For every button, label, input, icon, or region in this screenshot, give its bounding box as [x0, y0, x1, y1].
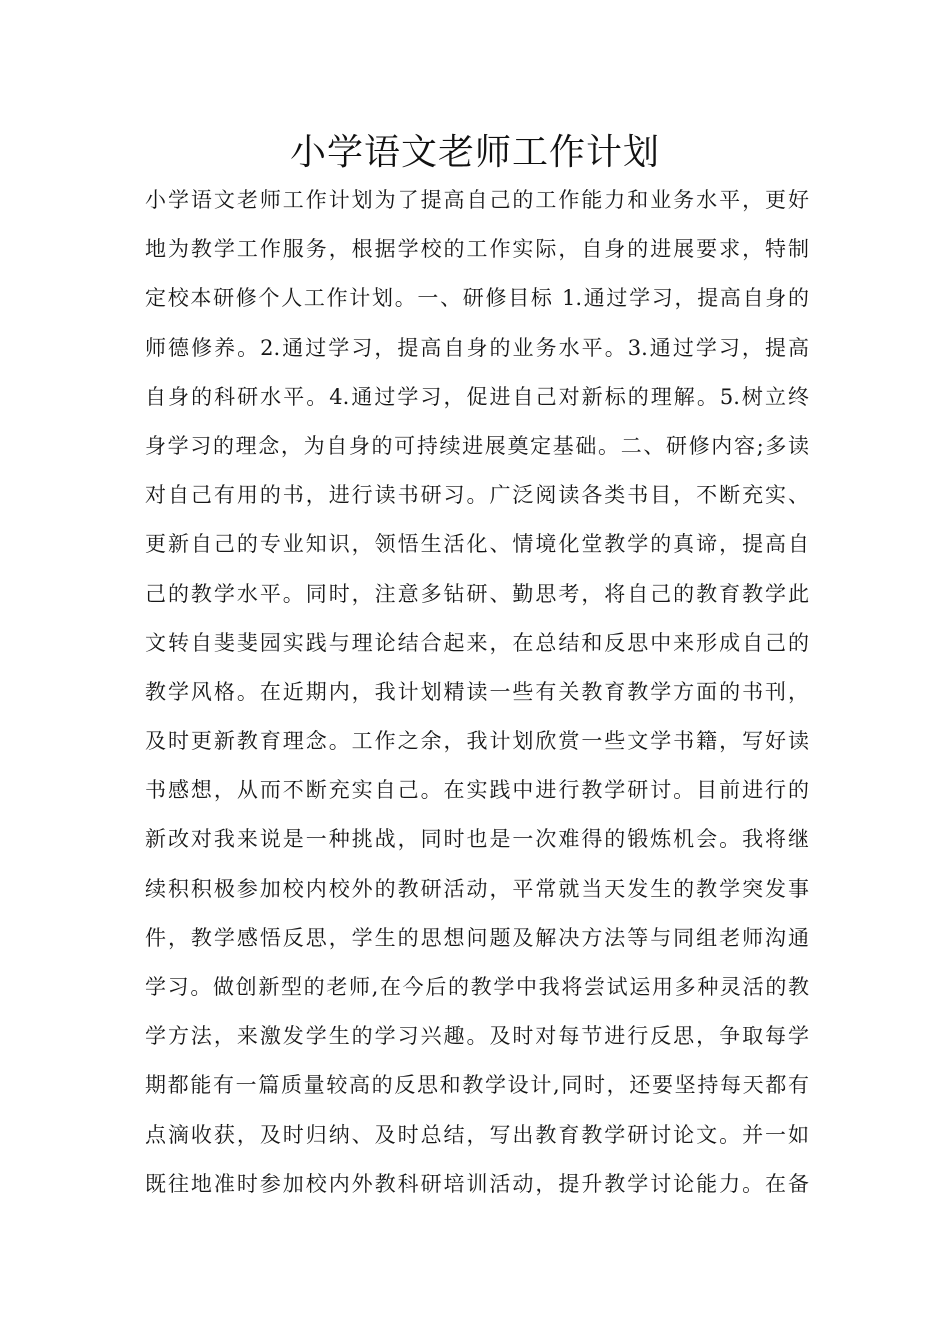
- body-line: 小学语文老师工作计划为了提高自己的工作能力和业务水平，更好: [145, 188, 809, 212]
- body-line: 对自己有用的书，进行读书研习。广泛阅读各类书目，不断充实、: [145, 483, 809, 508]
- body-line: 点滴收获，及时归纳、及时总结，写出教育教学研讨论文。并一如: [145, 1122, 809, 1147]
- document-body: [145, 176, 809, 1209]
- body-line: 身学习的理念，为自身的可持续进展奠定基础。二、研修内容;多读: [145, 433, 809, 458]
- body-line: 地为教学工作服务，根据学校的工作实际，自身的进展要求，特制: [145, 237, 809, 262]
- body-line: 期都能有一篇质量较高的反思和教学设计,同时，还要坚持每天都有: [145, 1073, 809, 1098]
- body-line: 定校本研修个人工作计划。一、研修目标 1.通过学习，提高自身的: [145, 286, 809, 311]
- body-line: 及时更新教育理念。工作之余，我计划欣赏一些文学书籍，写好读: [145, 729, 809, 754]
- body-line: 新改对我来说是一种挑战，同时也是一次难得的锻炼机会。我将继: [145, 827, 809, 852]
- body-line: 学方法，来激发学生的学习兴趣。及时对每节进行反思，争取每学: [145, 1024, 809, 1049]
- body-line: 自身的科研水平。4.通过学习，促进自己对新标的理解。5.树立终: [145, 384, 809, 409]
- body-line: 师德修养。2.通过学习，提高自身的业务水平。3.通过学习，提高: [145, 335, 809, 360]
- body-line: 既往地准时参加校内外教科研培训活动，提升教学讨论能力。在备: [145, 1171, 809, 1196]
- body-line: 学习。做创新型的老师,在今后的教学中我将尝试运用多种灵活的教: [145, 975, 809, 999]
- body-line: 书感想，从而不断充实自己。在实践中进行教学研讨。目前进行的: [145, 778, 809, 803]
- body-line: 教学风格。在近期内，我计划精读一些有关教育教学方面的书刊，: [145, 679, 809, 704]
- document-title: 小学语文老师工作计划: [289, 132, 660, 173]
- body-line: 件，教学感悟反思，学生的思想问题及解决方法等与同组老师沟通: [145, 925, 809, 950]
- body-line: 文转自斐斐园实践与理论结合起来，在总结和反思中来形成自己的: [145, 630, 809, 655]
- body-line: 己的教学水平。同时，注意多钻研、勤思考，将自己的教育教学此: [145, 581, 809, 606]
- body-line: 续积积极参加校内校外的教研活动，平常就当天发生的教学突发事: [145, 876, 809, 901]
- body-line: 更新自己的专业知识，领悟生活化、情境化堂教学的真谛，提高自: [145, 532, 809, 557]
